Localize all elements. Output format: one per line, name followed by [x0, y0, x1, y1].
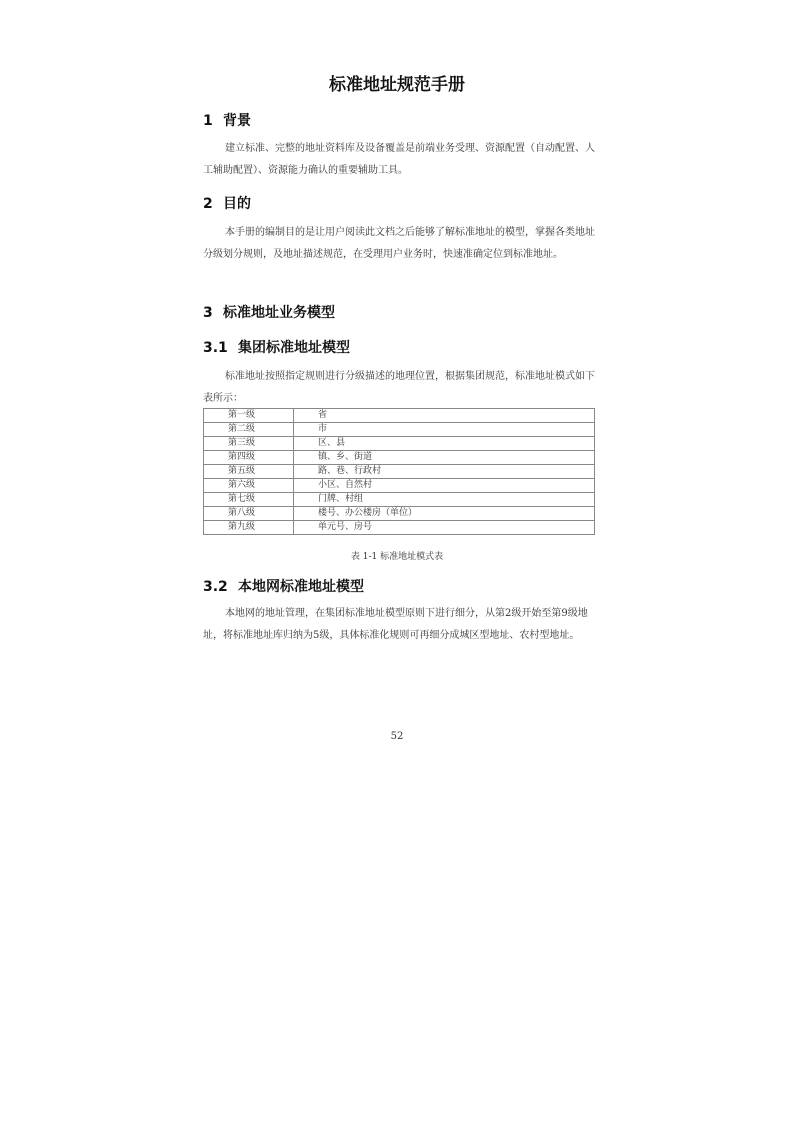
desc-cell: 小区、自然村	[294, 479, 595, 493]
level-cell: 第八级	[204, 507, 294, 521]
level-cell: 第五级	[204, 465, 294, 479]
subsection-number: 3.1	[203, 340, 228, 356]
desc-cell: 单元号、房号	[294, 521, 595, 535]
desc-cell: 镇、乡、街道	[294, 451, 595, 465]
table-row	[204, 437, 595, 451]
desc-cell: 路、巷、行政村	[294, 465, 595, 479]
section-number: 1	[203, 113, 213, 129]
level-cell: 第九级	[204, 521, 294, 535]
address-level-table	[203, 408, 595, 535]
table-row	[204, 507, 595, 521]
section-body-background: 建立标准、完整的地址资料库及设备覆盖是前端业务受理、资源配置（自动配置、人工辅助配置）、资源能力确认的重要辅助工具。	[203, 143, 595, 176]
level-cell: 第一级	[204, 409, 294, 423]
subsection-body-group-model: 标准地址按照指定规则进行分级描述的地理位置，根据集团规范，标准地址模式如下表所示：	[203, 371, 595, 404]
subsection-body-local-model: 本地网的地址管理，在集团标准地址模型原则下进行细分，从第2级开始至第9级地址，将标准地址库归纳为5级，具体标准化规则可再细分成城区型地址、农村型地址。	[203, 608, 588, 641]
section-heading-purpose	[203, 193, 251, 213]
subsection-heading-group-model	[203, 337, 350, 357]
desc-cell: 市	[294, 423, 595, 437]
table-row	[204, 423, 595, 437]
desc-cell: 门牌、村组	[294, 493, 595, 507]
table-row	[204, 521, 595, 535]
desc-cell: 省	[294, 409, 595, 423]
level-cell: 第六级	[204, 479, 294, 493]
level-cell: 第三级	[204, 437, 294, 451]
section-heading-background	[203, 110, 251, 130]
level-cell: 第二级	[204, 423, 294, 437]
section-number: 2	[203, 196, 213, 212]
level-cell: 第四级	[204, 451, 294, 465]
section-number: 3	[203, 305, 213, 321]
table-row	[204, 451, 595, 465]
section-title: 标准地址业务模型	[223, 305, 335, 321]
section-body-purpose: 本手册的编制目的是让用户阅读此文档之后能够了解标准地址的模型，掌握各类地址分级划分规则，及地址描述规范，在受理用户业务时，快速准确定位到标准地址。	[203, 227, 595, 260]
table-row	[204, 465, 595, 479]
document-title: 标准地址规范手册	[329, 75, 465, 95]
table-row	[204, 479, 595, 493]
desc-cell: 区、县	[294, 437, 595, 451]
section-heading-business-model	[203, 302, 335, 322]
section-title: 目的	[223, 196, 251, 212]
desc-cell: 楼号、办公楼房（单位）	[294, 507, 595, 521]
section-title: 背景	[223, 113, 251, 129]
subsection-number: 3.2	[203, 579, 228, 595]
table-caption: 表 1-1 标准地址模式表	[350, 552, 444, 562]
table-row	[204, 409, 595, 423]
page-number: 52	[390, 731, 404, 742]
subsection-title: 集团标准地址模型	[238, 340, 350, 356]
level-cell: 第七级	[204, 493, 294, 507]
subsection-title: 本地网标准地址模型	[238, 579, 364, 595]
table-row	[204, 493, 595, 507]
subsection-heading-local-model	[203, 576, 364, 596]
